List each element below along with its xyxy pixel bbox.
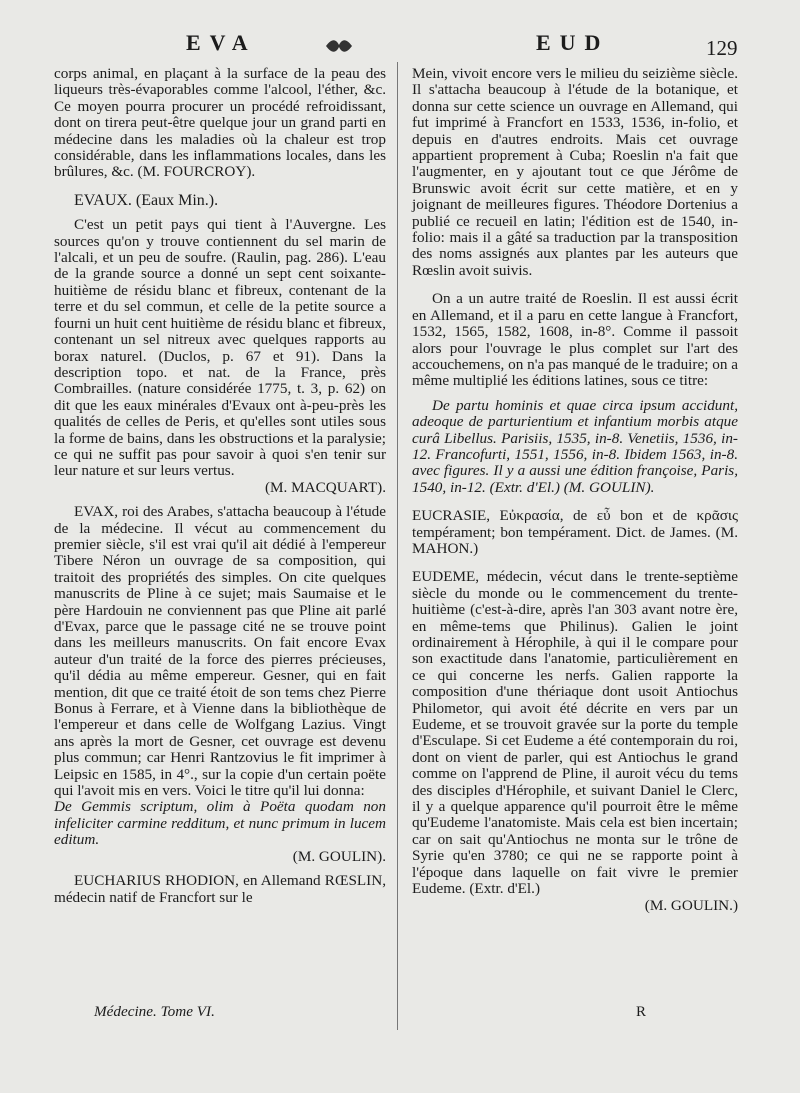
book-title-de-partu: De partu hominis et quae circa ipsum accidunt, adeoque de parturientium et infantium morbis atque curâ Libellus. Parisiis, 1535, in-8. Venetiis, 1536, in-12. Francofurti, 1551, 1556, in-8. Ibidem 1563, in-8. avec figures. Il y a aussi une édition françoise, Paris, 1540, in-12. (Extr. d'El.) (M. GOULIN). [412,396,738,496]
paragraph-continuation: corps animal, en plaçant à la surface de la peau des liqueurs très-évaporables comme l'alcool, l'éther, &c. Ce moyen pourra procurer un procédé refroidissant, dont on tirera peut-être quelque jour un grand parti en médecine dans les maladies où la chaleur est trop considérable, dans les inflammations locales, dans les brûlures, &c. (M. FOURCROY). [54,65,386,181]
paragraph-continuation-right: Mein, vivoit encore vers le milieu du seizième siècle. Il s'attacha beaucoup à l'étude de la botanique, et donna sur cette science un ouvrage en Allemand, qui fut imprimé à Francfort en 1533, 1536, in-folio, et depuis en d'autres endroits. Mais cet ouvrage appartient proprement à Cuba; Roeslin n'a fait que l'augmenter, en y ajoutant tout ce que Jérôme de Brunswic avoit écrit sur cette matière, et en y joignant de meilleures figures. Théodore Dortenius a publié ce recueil en latin; l'édition est de 1540, in-folio: mais il a gâté sa traduction par la transposition des noms assignés aux plantes par les auteurs que Rœslin avoit suivis. [412,65,738,279]
book-title-evax: De Gemmis scriptum, olim à Poëta quodam non infeliciter carmine redditum, et nunc primum in lucem editum. [54,798,386,849]
left-column [54,66,386,906]
paragraph-roeslin-second: On a un autre traité de Roeslin. Il est aussi écrit en Allemand, et il a paru en cette langue à Francfort, 1532, 1565, 1582, 1608, in-8°. Comme il passoit alors pour l'ouvrage le plus complet sur l'art des accouchemens, on n'a pas manqué de le traduire; on a même multiplié les éditions latines, sous ce titre: [412,290,738,390]
signature-eudeme: (M. GOULIN.) [644,896,738,914]
entry-head-evaux: EVAUX. (Eaux Min.). [74,191,219,209]
volume-footer: Médecine. Tome VI. [94,1003,215,1020]
column-divider [397,62,398,1030]
signature-evax: (M. GOULIN). [292,847,386,865]
ornament-icon [324,37,354,55]
signature-mark: R [636,1004,647,1020]
entry-text-evaux: C'est un petit pays qui tient à l'Auvergne. Les sources qu'on y trouve contiennent du sel marin de l'alcali, et un peu de soufre. (Raulin, pag. 286). L'eau de la grande source a donné un sept cent soixante-huitième de résidu blanc et fibreux, contenant de la terre et du sel commun, et celle de la petite source a fourni un huit cent huitième de résidu blanc et fibreux, contenant un sel nitreux avec quelques rapports au borax naturel. (Duclos, p. 67 et 91). Dans la description topo. et nat. de la France, près Combrailles. (nature considérée 1775, t. 3, p. 62) on dit que les eaux minérales d'Evaux ont à-peu-près les qualités de celles de Peris, et qu'elles sont utiles sous la forme de bains, dans les obstructions et la paralysie; ce qui ne suffit pas pour savoir à quoi s'en tenir sur leur nature et sur leurs vertus. [54,216,386,480]
page-number: 129 [706,36,738,60]
right-column [412,66,738,914]
entry-text-evax: EVAX, roi des Arabes, s'attacha beaucoup à l'étude de la médecine. Il vécut au commencement du premier siècle, s'il est vrai qu'il ait dédié à l'empereur Tibere Néron un ouvrage de sa composition, qui traitoit des propriétés des simples. On cite quelques manuscrits de Pline à ce sujet; mais Saumaise et le père Hardouin ne conviennent pas que Pline ait parlé d'Evax, parce que le passage cité ne se trouve point dans les meilleurs manuscrits. On fait encore Evax auteur d'un traité de la force des pierres précieuses, qu'il dédia au même empereur. Gesner, qui en fait mention, dit que ce traité étoit de son tems chez Pierre Bonus à Ferrare, et à Vienne dans la bibliothèque de l'empereur et dans celle de Wolfgang Lazius. Vingt ans après la mort de Gesner, cet ouvrage est devenu plus commun; car Henri Rantzovius le fit imprimer à Leipsic en 1585, in 4°., sur la copie d'un certain poëte qui l'avoit mis en vers. Voici le titre qu'il lui donna: [54,503,386,800]
signature-evaux: (M. MACQUART). [264,478,386,496]
entry-head-eucharius: EUCHARIUS RHODION, en Allemand RŒSLIN, médecin natif de Francfort sur le [54,872,386,906]
running-head-right: EUD [536,30,610,55]
running-head-left: EVA [186,30,257,55]
entry-eucrasie: EUCRASIE, Εὐκρασία, de εὖ bon et de κρᾶσις tempérament; bon tempérament. Dict. de James. (M. MAHON.) [412,507,738,557]
entry-eudeme: EUDEME, médecin, vécut dans le trente-septième siècle du monde ou le commencement du trente-huitième (c'est-à-dire, après l'an 303 avant notre ère, en même-tems que Philinus). Galien le joint ordinairement à Hérophile, à qui il le compare pour son exactitude dans l'anatomie, particulièrement en ce qui concerne les nerfs. Galien rapporte la composition d'une thériaque dont usoit Antiochus Philometor, qui avoit été décrite en vers par un Eudeme, et se trouvoit gravée sur la porte du temple d'Esculape. Si cet Eudeme a été contemporain du roi, dont on vient de parler, qui est Antiochus le grand comme on l'apprend de Pline, il auroit vécu du tems des disciples d'Hérophile, et suivant Daniel le Clerc, il y a quelque apparence qu'il pourroit être le même qu'Eudeme l'anatomiste. Mais cela est bien incertain; car on sait qu'Antiochus ne monta sur le trône de Syrie qu'en 3780; ce qui ne se rapporte point à l'époque dans laquelle on fait vivre le premier Eudeme. (Extr. d'El.) [412,568,738,898]
